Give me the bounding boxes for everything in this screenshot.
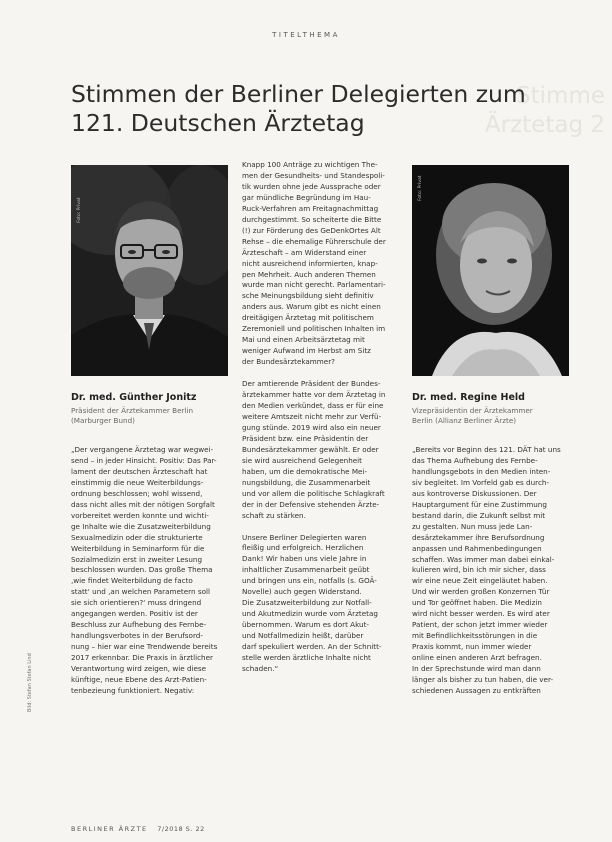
text-line: Novelle) auch gegen Widerstand. (242, 587, 362, 597)
text-line: „Der vergangene Ärztetag war wegwei- (71, 445, 214, 454)
ghost-title-line-2: Ärztetag 2 (484, 112, 605, 138)
text-line: ‚wie findet Weiterbildung de facto (71, 576, 193, 586)
role-line: Vizepräsidentin der Ärztekammer (412, 406, 533, 415)
text-line: kulieren wird, bin ich mir sicher, dass (412, 565, 546, 575)
text-line: beschlossen wurden. Das große Thema (71, 565, 213, 575)
side-margin-text: Bild: Stefan Stefan Lind (27, 653, 33, 712)
portrait-photo-right (412, 165, 569, 376)
text-line: künftige, neue Ebene des Arzt-Patien- (71, 675, 207, 685)
portrait-woman-illustration (412, 165, 569, 376)
text-line: vorbereitet werden konnte und wichti- (71, 510, 209, 520)
text-line: tik wurden ohne jede Aussprache oder (242, 181, 381, 191)
footer-magazine-name: BERLINER ÄRZTE (71, 825, 148, 833)
column-left-text (71, 445, 231, 697)
text-line: Sozialmedizin erst in zweiter Lesung (71, 554, 203, 564)
text-line: aus kontroverse Diskussionen. Der (412, 488, 537, 498)
person-role-left (71, 406, 193, 426)
text-line: wir eine neue Zeit eingeläutet haben. (412, 576, 548, 586)
photo-credit-left: Foto: Privat (77, 197, 82, 223)
text-line: Beschluss zur Aufhebung des Fernbe- (71, 620, 207, 630)
text-line: Der amtierende Präsident der Bundes- (242, 379, 381, 389)
text-line: weitere Amtszeit nicht mehr zur Verfü- (242, 411, 382, 421)
text-line: der in der Defensive stehenden Ärzte- (242, 499, 380, 509)
text-line: Mai und einen Arbeitsärztetag mit (242, 335, 365, 345)
text-line: länger als bisher zu tun haben, die ver- (412, 675, 554, 685)
text-line: 2017 erkennbar. Die Praxis in ärztlicher (71, 653, 213, 663)
text-line: inhaltlicher Zusammenarbeit geübt (242, 565, 370, 575)
text-line: schaffen. Was immer man dabei einkal- (412, 554, 555, 564)
title-line-1: Stimmen der Berliner Delegierten zum (71, 80, 526, 108)
photo-credit-right: Foto: Privat (418, 175, 423, 201)
text-line: online einen anderen Arzt befragen. (412, 653, 542, 663)
text-line: fleißig und erfolgreich. Herzlichen (242, 543, 364, 553)
text-line: wird nicht besser werden. Es wird ater (412, 609, 550, 619)
text-line: nungsbildung, die Zusammenarbeit (242, 477, 371, 487)
text-line: nung – hier war eine Trendwende bereits (71, 642, 218, 652)
text-line: schaden.“ (242, 663, 279, 673)
column-right-text (412, 445, 572, 697)
text-line: gung stünde. 2019 wird also ein neuer (242, 422, 381, 432)
text-line: und vor allem die politische Schlagkraft (242, 488, 385, 498)
text-line: schiedenen Aussagen zu entkräften (412, 685, 541, 695)
text-line: gar mündliche Begründung im Hau- (242, 192, 371, 202)
text-line: Patient, der schon jetzt immer wieder (412, 620, 548, 630)
text-line: In der Sprechstunde wird man dann (412, 664, 541, 674)
text-line: dreitägigen Ärztetag mit politischem (242, 313, 374, 323)
page-footer (71, 825, 205, 833)
text-line: men der Gesundheits- und Standespoli- (242, 170, 385, 180)
text-line: desärztekammer ihre Berufsordnung (412, 532, 545, 542)
text-line: Weiterbildung in Seminarform für die (71, 543, 205, 553)
text-line: den Medien verkündet, dass er für eine (242, 401, 384, 411)
text-line: ärztekammer hatte vor dem Ärztetag in (242, 390, 386, 400)
text-line: weniger Aufwand im Herbst am Sitz (242, 346, 371, 356)
text-line: einstimmig die neue Weiterbildungs- (71, 477, 204, 487)
text-line: lament der deutschen Ärzteschaft hat (71, 466, 208, 476)
text-line: und Akutmedizin wurde vom Ärztetag (242, 609, 378, 619)
text-line: sie wird ausreichend Gelegenheit (242, 455, 362, 465)
text-line: Dank! Wir haben uns viele Jahre in (242, 554, 367, 564)
text-line: send – in jeder Hinsicht. Positiv: Das Par- (71, 455, 217, 465)
role-line: (Marburger Bund) (71, 416, 135, 425)
text-line: Sexualmedizin oder die strukturierte (71, 532, 203, 542)
text-line: sie sich orientieren?‘ muss dringend (71, 598, 202, 608)
text-line: anpassen und Rahmenbedingungen (412, 543, 542, 553)
text-line: statt‘ und ‚an welchen Parametern soll (71, 587, 210, 597)
text-line: wurde man nicht gerecht. Parlamentari- (242, 280, 386, 290)
text-line: dass nicht alles mit der nötigen Sorgfalt (71, 499, 215, 509)
text-line: pen Mehrheit. Auch anderen Themen (242, 269, 376, 279)
text-line: sche Meinungsbildung sieht definitiv (242, 291, 374, 301)
footer-issue: 7/2018 S. 22 (157, 825, 205, 833)
text-line: Rehse – die ehemalige Führerschule der (242, 236, 386, 246)
page-title (71, 80, 541, 138)
text-line: durchgestimmt. So scheiterte die Bitte (242, 214, 382, 224)
text-line: mit Befindlichkeitsstörungen in die (412, 631, 538, 641)
title-line-2: 121. Deutschen Ärztetag (71, 109, 365, 137)
text-line: Zeremoniell und politischen Inhalten im (242, 324, 386, 334)
text-line: siv begleitet. Im Vorfeld gab es durch- (412, 477, 550, 487)
text-line: Die Zusatzweiterbildung zur Notfall- (242, 598, 372, 608)
portrait-photo-left (71, 165, 228, 376)
text-line: Ruck-Verfahren am Freitagnachmittag (242, 203, 379, 213)
text-line: Unsere Berliner Delegierten waren (242, 532, 367, 542)
text-line: und Tor geöffnet haben. Die Medizin (412, 598, 542, 608)
section-label: TITELTHEMA (272, 31, 340, 39)
text-line: ge Inhalte wie die Zusatzweiterbildung (71, 521, 211, 531)
person-role-right (412, 406, 533, 426)
text-line: Verantwortung wird zeigen, wie diese (71, 664, 207, 674)
text-line: zu gestalten. Nun muss jede Lan- (412, 521, 533, 531)
text-line: ordnung beschlossen; wohl wissend, (71, 488, 203, 498)
text-line: „Bereits vor Beginn des 121. DÄT hat uns (412, 445, 561, 454)
column-middle-text (242, 160, 402, 675)
text-line: und Notfallmedizin heißt, darüber (242, 631, 364, 641)
ghost-title-line-1: Stimme (516, 83, 605, 109)
portrait-man-illustration (71, 165, 228, 376)
text-line: das Thema Aufhebung des Fernbe- (412, 455, 538, 465)
text-line: handlungsgebots in den Medien inten- (412, 466, 551, 476)
role-line: Berlin (Allianz Berliner Ärzte) (412, 416, 517, 425)
text-line: Ärzteschaft – am Widerstand einer (242, 247, 367, 257)
text-line: und bringen uns ein, notfalls (s. GOÄ- (242, 576, 377, 586)
text-line: handlungsverbotes in der Berufsord- (71, 631, 203, 641)
text-line: Hauptargument für eine Zustimmung (412, 499, 547, 509)
person-name-right: Dr. med. Regine Held (412, 392, 525, 403)
text-line: übernommen. Warum es dort Akut- (242, 620, 370, 630)
text-line: darf spekuliert werden. An der Schnitt- (242, 642, 382, 652)
text-line: haben, um die demokratische Mei- (242, 466, 368, 476)
text-line: angegangen werden. Positiv ist der (71, 609, 198, 619)
role-line: Präsident der Ärztekammer Berlin (71, 406, 194, 415)
text-line: schaft zu stärken. (242, 510, 306, 520)
text-line: (!) zur Förderung des GeDenkOrtes Alt (242, 225, 381, 235)
text-line: der Bundesärztekammer? (242, 357, 336, 367)
text-line: bestand darin, die Zukunft selbst mit (412, 510, 546, 520)
text-line: Und wir werden großen Konzernen Tür (412, 587, 550, 597)
text-line: nicht ausreichend informierten, knap- (242, 258, 378, 268)
text-line: Bundesärztekammer gewählt. Er oder (242, 444, 379, 454)
text-line: Praxis kommt, nun immer wieder (412, 642, 532, 652)
text-line: tenbezieung funktioniert. Negativ: (71, 685, 195, 695)
text-line: Präsident bzw. eine Präsidentin der (242, 433, 369, 443)
text-line: anders aus. Warum gibt es nicht einen (242, 302, 381, 312)
person-name-left: Dr. med. Günther Jonitz (71, 392, 197, 403)
text-line: Knapp 100 Anträge zu wichtigen The- (242, 160, 378, 169)
text-line: stelle werden ärztliche Inhalte nicht (242, 652, 371, 662)
